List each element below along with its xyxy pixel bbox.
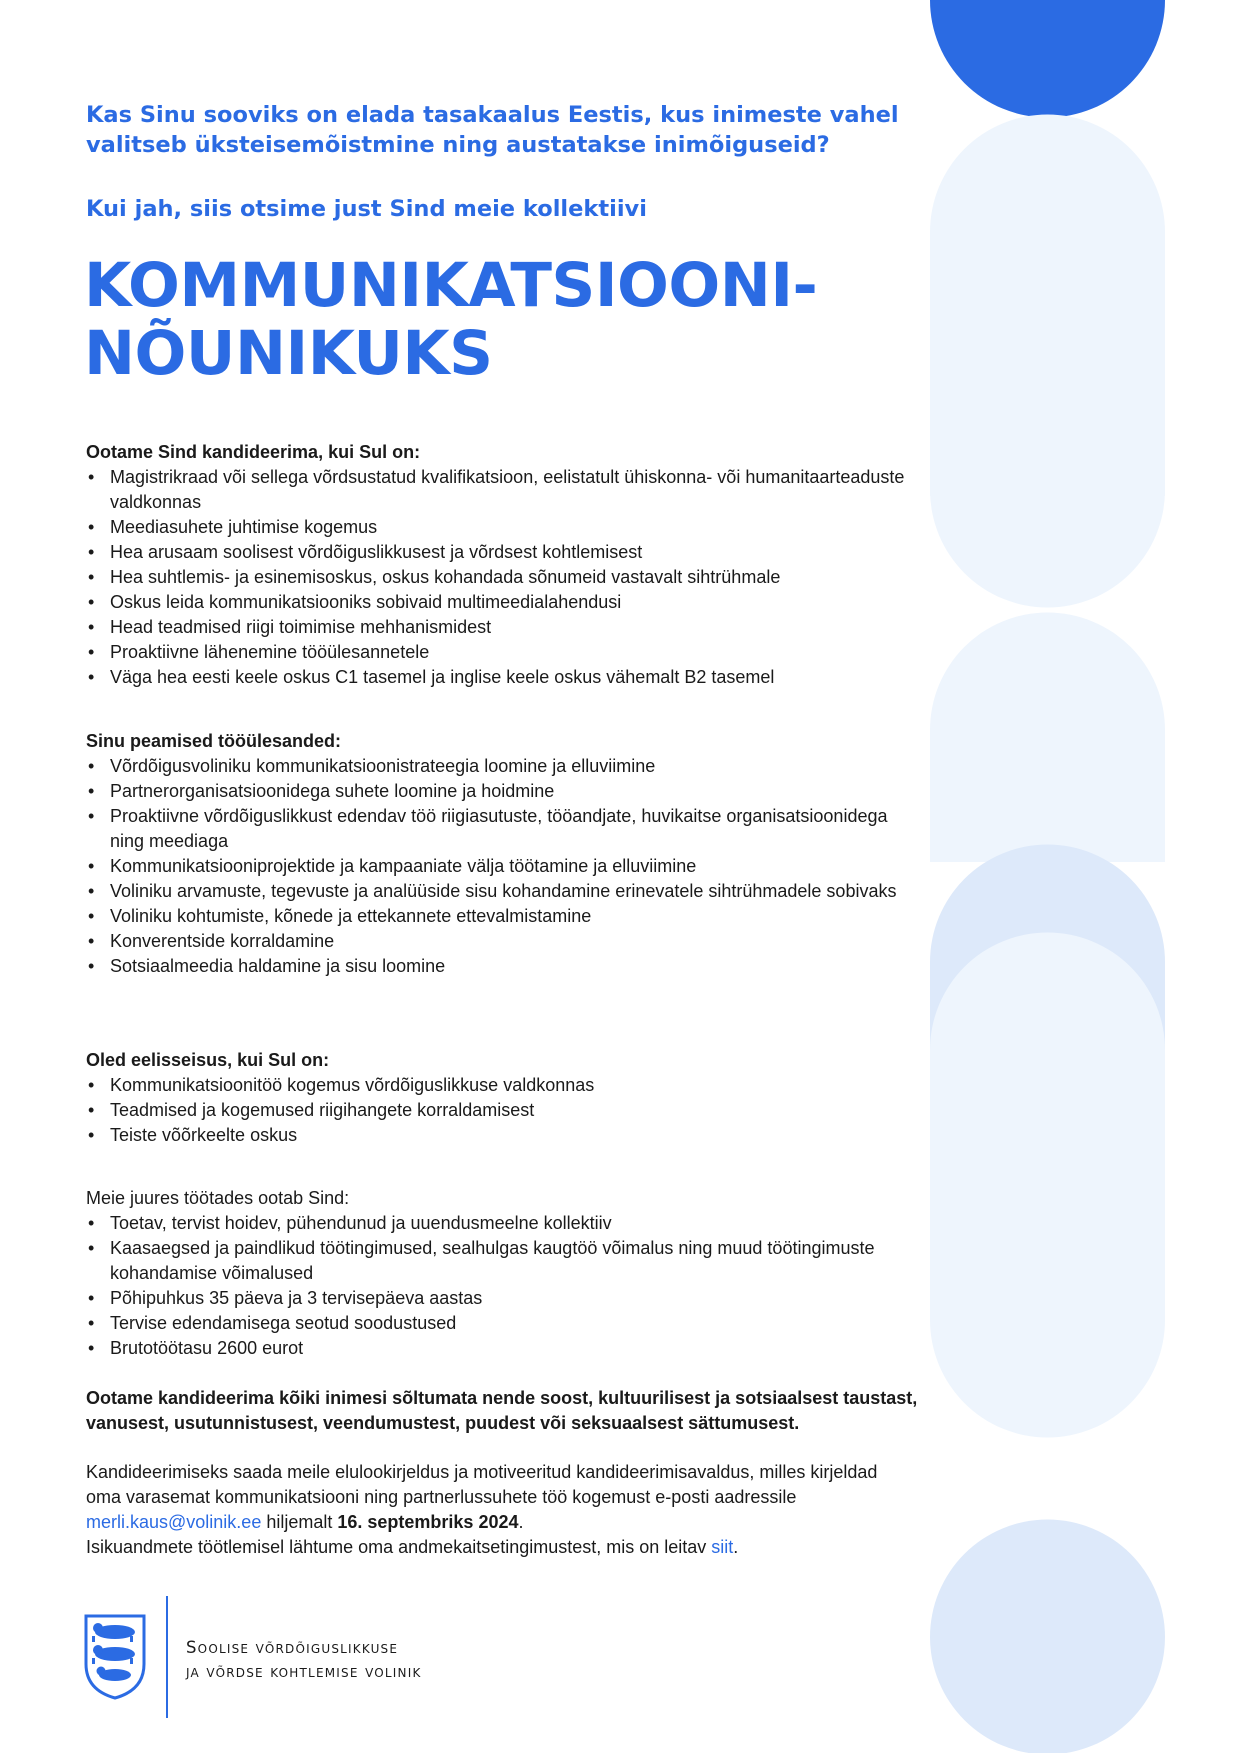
list-item — [86, 1236, 926, 1286]
list-item-text: Hea suhtlemis- ja esinemisoskus, oskus kohandada sõnumeid vastavalt sihtrühmale — [110, 567, 781, 587]
coat-of-arms-logo — [84, 1614, 146, 1700]
page-title — [84, 252, 904, 388]
bullet-icon: • — [88, 806, 95, 826]
organization-name — [186, 1636, 422, 1684]
bullet-icon: • — [88, 1238, 95, 1258]
list-item — [86, 1073, 926, 1098]
bullet-icon: • — [88, 956, 95, 976]
bullet-icon: • — [88, 667, 95, 687]
top-half-disc — [930, 0, 1165, 118]
list-item — [86, 540, 926, 565]
list-item — [86, 929, 926, 954]
pill-bottom — [930, 490, 1165, 608]
list-item — [86, 754, 926, 779]
apply-text-end: . — [518, 1512, 524, 1532]
list-item-text: Tervise edendamisega seotud soodustused — [110, 1313, 457, 1333]
bullet-icon: • — [88, 592, 95, 612]
list-item-text: Proaktiivne võrdõiguslikkust edendav töö riigiasutuste, tööandjate, huvikaitse organisatsioonidega ning meediaga — [110, 806, 888, 851]
email-link[interactable]: merli.kaus@volinik.ee — [86, 1512, 262, 1532]
tasks-list — [86, 754, 926, 979]
intro-question: Kas Sinu sooviks on elada tasakaalus Eestis, kus inimeste vahel valitseb üksteisemõistmine ning austatakse inimõiguseid? — [86, 102, 899, 158]
list-item-text: Teiste võõrkeelte oskus — [110, 1125, 298, 1145]
bullet-icon: • — [88, 1288, 95, 1308]
bullet-icon: • — [88, 517, 95, 537]
bullet-icon: • — [88, 931, 95, 951]
list-item — [86, 1336, 926, 1361]
list-item-text: Toetav, tervist hoidev, pühendunud ja uuendusmeelne kollektiiv — [110, 1213, 612, 1233]
subheading: Kui jah, siis otsime just Sind meie kollektiivi — [86, 196, 647, 222]
advantages-section — [86, 1048, 926, 1148]
list-item-text: Meediasuhete juhtimise kogemus — [110, 517, 378, 537]
list-item-text: Konverentside korraldamine — [110, 931, 335, 951]
list-item — [86, 515, 926, 540]
org-line-1: Soolise võrdõiguslikkuse — [186, 1638, 399, 1657]
apply-text: Kandideerimiseks saada meile elulookirjeldus ja motiveeritud kandideerimisavaldus, milles kirjeldad oma varasemat kommunikatsiooni ning partnerlussuhete töö kogemust e-posti aadressile — [86, 1462, 878, 1507]
bullet-icon: • — [88, 567, 95, 587]
list-item — [86, 1098, 926, 1123]
list-item-text: Kommunikatsioonitöö kogemus võrdõiguslikkuse valdkonnas — [110, 1075, 595, 1095]
list-item — [86, 779, 926, 804]
benefits-heading: Meie juures töötades ootab Sind: — [86, 1188, 350, 1208]
privacy-end: . — [733, 1537, 739, 1557]
tasks-section — [86, 729, 926, 979]
list-item — [86, 1211, 926, 1236]
list-item-text: Voliniku arvamuste, tegevuste ja analüüside sisu kohandamine erinevatele sihtrühmadele sobivaks — [110, 881, 897, 901]
list-item-text: Kommunikatsiooniprojektide ja kampaaniate välja töötamine ja elluviimine — [110, 856, 697, 876]
list-item-text: Proaktiivne lähenemine tööülesannetele — [110, 642, 430, 662]
application-instructions — [86, 1460, 916, 1560]
list-item-text: Oskus leida kommunikatsiooniks sobivaid multimeedialahendusi — [110, 592, 622, 612]
title-line-1: KOMMUNIKATSIOONI- — [84, 250, 818, 321]
list-item-text: Magistrikraad või sellega võrdsustatud kvalifikatsioon, eelistatult ühiskonna- või humanitaarteaduste valdkonnas — [110, 467, 905, 512]
bullet-icon: • — [88, 1338, 95, 1358]
bullet-icon: • — [88, 1125, 95, 1145]
list-item — [86, 954, 926, 979]
list-item — [86, 590, 926, 615]
bullet-icon: • — [88, 906, 95, 926]
list-item-text: Hea arusaam soolisest võrdõiguslikkusest ja võrdsest kohtlemisest — [110, 542, 643, 562]
bullet-icon: • — [88, 467, 95, 487]
pill-shape — [930, 612, 1165, 862]
bottom-circle — [930, 1520, 1165, 1753]
mid-circle-overlap — [930, 932, 1165, 1200]
list-item — [86, 640, 926, 665]
advantages-heading: Oled eelisseisus, kui Sul on: — [86, 1050, 330, 1070]
list-item — [86, 879, 926, 904]
list-item-text: Põhipuhkus 35 päeva ja 3 tervisepäeva aastas — [110, 1288, 483, 1308]
pill-shape — [930, 1200, 1165, 1438]
privacy-link[interactable]: siit — [711, 1537, 734, 1557]
list-item — [86, 665, 926, 690]
list-item — [86, 1286, 926, 1311]
list-item — [86, 565, 926, 590]
list-item — [86, 1123, 926, 1148]
list-item-text: Head teadmised riigi toimimise mehhanismidest — [110, 617, 492, 637]
title-line-2: NÕUNIKUKS — [84, 318, 493, 389]
benefits-list — [86, 1211, 926, 1361]
privacy-text: Isikuandmete töötlemisel lähtume oma andmekaitsetingimustest, mis on leitav — [86, 1537, 712, 1557]
requirements-list — [86, 465, 926, 690]
list-item — [86, 465, 926, 515]
pill-shape — [930, 114, 1165, 496]
deadline: 16. septembriks 2024 — [337, 1512, 519, 1532]
org-line-2: ja võrdse kohtlemise volinik — [186, 1662, 422, 1681]
bullet-icon: • — [88, 756, 95, 776]
bullet-icon: • — [88, 1213, 95, 1233]
footer-divider — [166, 1596, 168, 1718]
list-item — [86, 804, 926, 854]
list-item-text: Võrdõigusvoliniku kommunikatsioonistrateegia loomine ja elluviimine — [110, 756, 656, 776]
list-item — [86, 615, 926, 640]
list-item — [86, 904, 926, 929]
equality-notice: Ootame kandideerima kõiki inimesi sõltumata nende soost, kultuurilisest ja sotsiaalsest taustast, vanusest, usutunnistusest, veendumustest, puudest või seksuaalsest sättumusest. — [86, 1388, 918, 1433]
bullet-icon: • — [88, 881, 95, 901]
list-item — [86, 854, 926, 879]
bullet-icon: • — [88, 1075, 95, 1095]
bullet-icon: • — [88, 542, 95, 562]
list-item-text: Sotsiaalmeedia haldamine ja sisu loomine — [110, 956, 446, 976]
bullet-icon: • — [88, 781, 95, 801]
advantages-list — [86, 1073, 926, 1148]
bullet-icon: • — [88, 617, 95, 637]
list-item-text: Voliniku kohtumiste, kõnede ja ettekannete ettevalmistamine — [110, 906, 592, 926]
list-item — [86, 1311, 926, 1336]
bullet-icon: • — [88, 856, 95, 876]
list-item-text: Teadmised ja kogemused riigihangete korraldamisest — [110, 1100, 535, 1120]
requirements-section — [86, 440, 926, 690]
apply-text-middle: hiljemalt — [261, 1512, 338, 1532]
tasks-heading: Sinu peamised tööülesanded: — [86, 731, 342, 751]
benefits-section — [86, 1186, 926, 1361]
list-item-text: Partnerorganisatsioonidega suhete loomine ja hoidmine — [110, 781, 555, 801]
bullet-icon: • — [88, 1100, 95, 1120]
list-item-text: Brutotöötasu 2600 eurot — [110, 1338, 304, 1358]
requirements-heading: Ootame Sind kandideerima, kui Sul on: — [86, 442, 421, 462]
bullet-icon: • — [88, 1313, 95, 1333]
list-item-text: Kaasaegsed ja paindlikud töötingimused, sealhulgas kaugtöö võimalus ning muud töötingimuste kohandamise võimalused — [110, 1238, 875, 1283]
bullet-icon: • — [88, 642, 95, 662]
list-item-text: Väga hea eesti keele oskus C1 tasemel ja inglise keele oskus vähemalt B2 tasemel — [110, 667, 775, 687]
